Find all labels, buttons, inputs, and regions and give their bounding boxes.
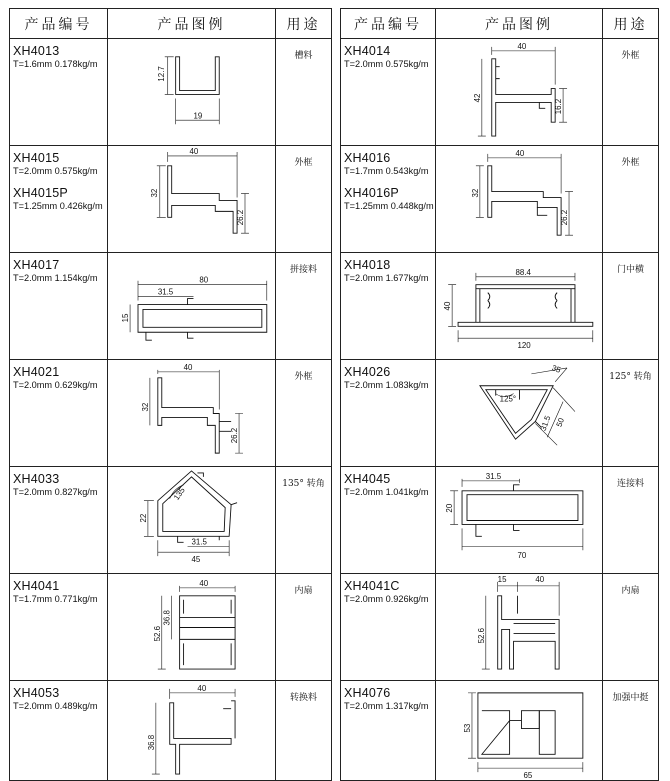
- model-spec: T=2.0mm 1.154kg/m: [13, 273, 98, 283]
- usage-cell: 外框: [603, 146, 659, 253]
- usage-cell: 125° 转角: [603, 360, 659, 467]
- model-number-variant: XH4015P: [13, 186, 68, 200]
- dimension-label: 35: [550, 363, 562, 375]
- catalog-table-left: [9, 8, 332, 781]
- dimension-label: 65: [523, 771, 533, 780]
- dimension-label: 120: [517, 341, 531, 351]
- profile-drawing-xh4015: [108, 146, 275, 252]
- product-code-cell: [341, 681, 436, 781]
- product-row: [341, 681, 659, 781]
- profile-drawing-cell: [108, 467, 276, 574]
- product-code-cell: [341, 574, 436, 681]
- profile-drawing-cell: [108, 39, 276, 146]
- profile-drawing-xh4033: [108, 467, 275, 573]
- dimension-label: 32: [149, 188, 159, 198]
- profile-drawing-xh4045: [436, 467, 602, 573]
- model-number: XH4015: [13, 151, 60, 165]
- dimension-label: 19: [193, 111, 203, 121]
- product-code-cell: [10, 253, 108, 360]
- profile-drawing-xh4016: [436, 146, 602, 252]
- model-number: XH4076: [344, 686, 391, 700]
- model-spec: T=2.0mm 1.041kg/m: [344, 487, 429, 497]
- model-spec-variant: T=1.25mm 0.426kg/m: [13, 201, 103, 211]
- dimension-label: 31.5: [191, 537, 207, 547]
- profile-drawing-xh4053: [108, 681, 275, 780]
- dimension-label: 26.2: [230, 427, 240, 444]
- dimension-label: 12.7: [156, 66, 166, 82]
- usage-cell: 内扇: [276, 574, 332, 681]
- profile-drawing-xh4014: [436, 39, 602, 145]
- profile-drawing-cell: [108, 146, 276, 253]
- model-number: XH4045: [344, 472, 391, 486]
- model-number: XH4013: [13, 44, 60, 58]
- dimension-label: 80: [199, 275, 209, 285]
- dimension-label: 40: [189, 146, 199, 156]
- product-row: [10, 574, 332, 681]
- product-code-cell: [10, 146, 108, 253]
- dimension-label: 40: [443, 301, 453, 311]
- header-code: 产品编号: [10, 9, 108, 39]
- profile-drawing-xh4013: [108, 39, 275, 145]
- dimension-label: 36.8: [162, 610, 172, 626]
- usage-cell: 内扇: [603, 574, 659, 681]
- product-row: [10, 146, 332, 253]
- product-code-cell: [341, 467, 436, 574]
- model-number: XH4041C: [344, 579, 400, 593]
- profile-drawing-cell: [436, 146, 603, 253]
- dimension-label: 31.5: [538, 414, 553, 433]
- dimension-label: 52.6: [152, 625, 162, 642]
- product-code-cell: [10, 39, 108, 146]
- product-row: [10, 467, 332, 574]
- dimension-label: 45: [191, 555, 201, 565]
- header-code: 产品编号: [341, 9, 436, 39]
- product-code-cell: [341, 360, 436, 467]
- model-spec: T=1.7mm 0.543kg/m: [344, 166, 429, 176]
- product-row: [10, 253, 332, 360]
- usage-cell: 槽料: [276, 39, 332, 146]
- model-number: XH4021: [13, 365, 60, 379]
- catalog-table-right: [340, 8, 659, 781]
- usage-cell: 外框: [276, 360, 332, 467]
- profile-drawing-cell: [108, 681, 276, 781]
- product-row: [341, 146, 659, 253]
- profile-drawing-xh4026: [436, 360, 602, 466]
- dimension-label: 135: [171, 485, 187, 502]
- dimension-label: 36.8: [146, 734, 156, 751]
- profile-drawing-cell: [436, 360, 603, 467]
- product-row: [341, 574, 659, 681]
- product-code-cell: [341, 146, 436, 253]
- model-number: XH4041: [13, 579, 60, 593]
- model-number: XH4017: [13, 258, 60, 272]
- dimension-label: 26.2: [560, 209, 570, 226]
- model-spec: T=1.7mm 0.771kg/m: [13, 594, 98, 604]
- dimension-label: 88.4: [515, 267, 531, 277]
- model-spec: T=1.6mm 0.178kg/m: [13, 59, 98, 69]
- dimension-label: 70: [517, 551, 527, 561]
- dimension-label: 15: [497, 574, 507, 584]
- usage-cell: 转换料: [276, 681, 332, 781]
- model-spec: T=2.0mm 1.083kg/m: [344, 380, 429, 390]
- dimension-label: 40: [199, 578, 209, 588]
- model-number: XH4016: [344, 151, 391, 165]
- dimension-label: 40: [517, 41, 527, 51]
- model-number-variant: XH4016P: [344, 186, 399, 200]
- model-spec: T=2.0mm 0.489kg/m: [13, 701, 98, 711]
- header-row: [341, 9, 659, 39]
- profile-drawing-cell: [108, 574, 276, 681]
- usage-cell: 门中横: [603, 253, 659, 360]
- model-number: XH4014: [344, 44, 391, 58]
- profile-drawing-cell: [108, 253, 276, 360]
- product-code-cell: [10, 360, 108, 467]
- header-figure: 产品图例: [108, 9, 276, 39]
- dimension-label: 31.5: [157, 287, 174, 297]
- usage-cell: 拼接料: [276, 253, 332, 360]
- model-spec: T=2.0mm 0.926kg/m: [344, 594, 429, 604]
- model-spec: T=2.0mm 1.677kg/m: [344, 273, 429, 283]
- model-number: XH4053: [13, 686, 60, 700]
- model-spec: T=2.0mm 0.575kg/m: [13, 166, 98, 176]
- model-spec-variant: T=1.25mm 0.448kg/m: [344, 201, 434, 211]
- product-row: [10, 39, 332, 146]
- header-figure: 产品图例: [436, 9, 603, 39]
- dimension-label: 32: [470, 188, 480, 198]
- usage-cell: 外框: [603, 39, 659, 146]
- profile-drawing-xh4018: [436, 253, 602, 359]
- product-code-cell: [341, 39, 436, 146]
- dimension-label: 52.6: [476, 627, 486, 644]
- dimension-label: 32: [140, 402, 150, 412]
- profile-drawing-cell: [436, 574, 603, 681]
- profile-drawing-xh4041c: [436, 574, 602, 680]
- header-usage: 用途: [603, 9, 659, 39]
- model-number: XH4026: [344, 365, 391, 379]
- dimension-label: 40: [535, 574, 545, 584]
- model-number: XH4033: [13, 472, 60, 486]
- product-row: [341, 253, 659, 360]
- dimension-label: 26.2: [236, 209, 246, 226]
- model-number: XH4018: [344, 258, 391, 272]
- profile-drawing-cell: [436, 467, 603, 574]
- dimension-label: 20: [445, 503, 455, 513]
- product-row: [10, 360, 332, 467]
- usage-cell: 135° 转角: [276, 467, 332, 574]
- header-row: [10, 9, 332, 39]
- model-spec: T=2.0mm 0.827kg/m: [13, 487, 98, 497]
- profile-drawing-xh4021: [108, 360, 275, 466]
- profile-drawing-cell: [108, 360, 276, 467]
- header-usage: 用途: [276, 9, 332, 39]
- profile-drawing-xh4076: [436, 681, 602, 780]
- model-spec: T=2.0mm 0.575kg/m: [344, 59, 429, 69]
- dimension-label: 15: [121, 313, 131, 323]
- dimension-label: 42: [472, 93, 482, 103]
- dimension-label: 16.2: [554, 98, 564, 115]
- usage-cell: 连接料: [603, 467, 659, 574]
- product-row: [10, 681, 332, 781]
- usage-cell: 外框: [276, 146, 332, 253]
- dimension-label: 40: [515, 148, 525, 158]
- product-code-cell: [10, 574, 108, 681]
- dimension-label: 50: [554, 416, 566, 429]
- product-row: [341, 467, 659, 574]
- product-code-cell: [10, 681, 108, 781]
- profile-drawing-xh4017: [108, 253, 275, 359]
- dimension-label: 53: [462, 723, 472, 733]
- dimension-label: 22: [138, 513, 148, 523]
- model-spec: T=2.0mm 0.629kg/m: [13, 380, 98, 390]
- profile-drawing-cell: [436, 39, 603, 146]
- dimension-label: 40: [197, 683, 207, 693]
- product-code-cell: [341, 253, 436, 360]
- usage-cell: 加强中挺: [603, 681, 659, 781]
- dimension-label: 125°: [499, 394, 517, 404]
- product-row: [341, 360, 659, 467]
- profile-drawing-cell: [436, 253, 603, 360]
- profile-drawing-xh4041: [108, 574, 275, 680]
- product-row: [341, 39, 659, 146]
- profile-drawing-cell: [436, 681, 603, 781]
- dimension-label: 31.5: [485, 471, 502, 481]
- product-code-cell: [10, 467, 108, 574]
- dimension-label: 40: [183, 362, 193, 372]
- model-spec: T=2.0mm 1.317kg/m: [344, 701, 429, 711]
